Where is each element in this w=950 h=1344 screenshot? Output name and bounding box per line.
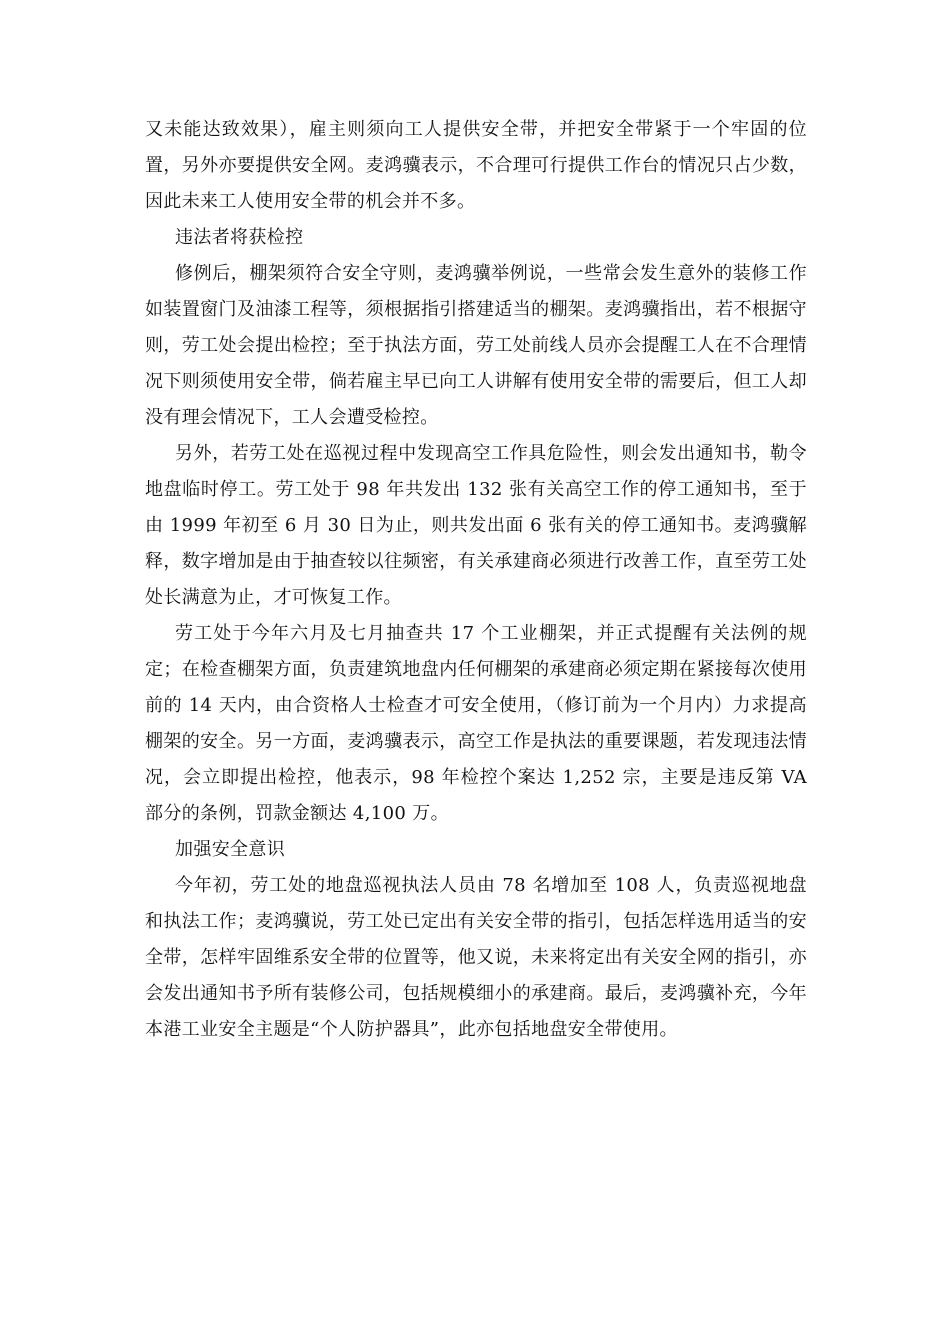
section-heading-prosecution: 违法者将获检控 [175, 227, 304, 248]
section-heading-safety-awareness: 加强安全意识 [175, 839, 286, 860]
document-page [145, 112, 807, 1048]
paragraph-scaffolding-rules: 修例后，棚架须符合安全守则，麦鸿骥举例说，一些常会发生意外的装修工作如装置窗门及油漆工程等，须根据指引搭建适当的棚架。麦鸿骥指出，若不根据守则，劳工处会提出检控；至于执法方面，劳工处前线人员亦会提醒工人在不合理情况下则须使用安全带，倘若雇主早已向工人讲解有使用安全带的需要后，但工人却没有理会情况下，工人会遭受检控。 [145, 263, 807, 428]
paragraph-continued: 又未能达致效果），雇主则须向工人提供安全带，并把安全带紧于一个牢固的位置，另外亦要提供安全网。麦鸿骥表示，不合理可行提供工作台的情况只占少数，因此未来工人使用安全带的机会并不多。 [145, 119, 807, 212]
paragraph-enforcement-staff: 今年初，劳工处的地盘巡视执法人员由 78 名增加至 108 人，负责巡视地盘和执法工作；麦鸿骥说，劳工处已定出有关安全带的指引，包括怎样选用适当的安全带，怎样牢固维系安全带的位置等，他又说，未来将定出有关安全网的指引，亦会发出通知书予所有装修公司，包括规模细小的承建商。最后，麦鸿骥补充，今年本港工业安全主题是“个人防护器具”，此亦包括地盘安全带使用。 [145, 875, 807, 1040]
paragraph-scaffold-inspections: 劳工处于今年六月及七月抽查共 17 个工业棚架，并正式提醒有关法例的规定；在检查棚架方面，负责建筑地盘内任何棚架的承建商必须定期在紧接每次使用前的 14 天内，由合资格人士检查才可安全使用，（修订前为一个月内）力求提高棚架的安全。另一方面，麦鸿骥表示，高空工作是执法的重要课题，若发现违法情况，会立即提出检控，他表示，98 年检控个案达 1,252 宗，主要是违反第 VA 部分的条例，罚款金额达 4,100 万。 [145, 623, 807, 824]
paragraph-stop-work-notices: 另外，若劳工处在巡视过程中发现高空工作具危险性，则会发出通知书，勒令地盘临时停工。劳工处于 98 年共发出 132 张有关高空工作的停工通知书，至于由 1999 年初至 6 月 30 日为止，则共发出面 6 张有关的停工通知书。麦鸿骥解释，数字增加是由于抽查较以往频密，有关承建商必须进行改善工作，直至劳工处处长满意为止，才可恢复工作。 [145, 443, 807, 608]
